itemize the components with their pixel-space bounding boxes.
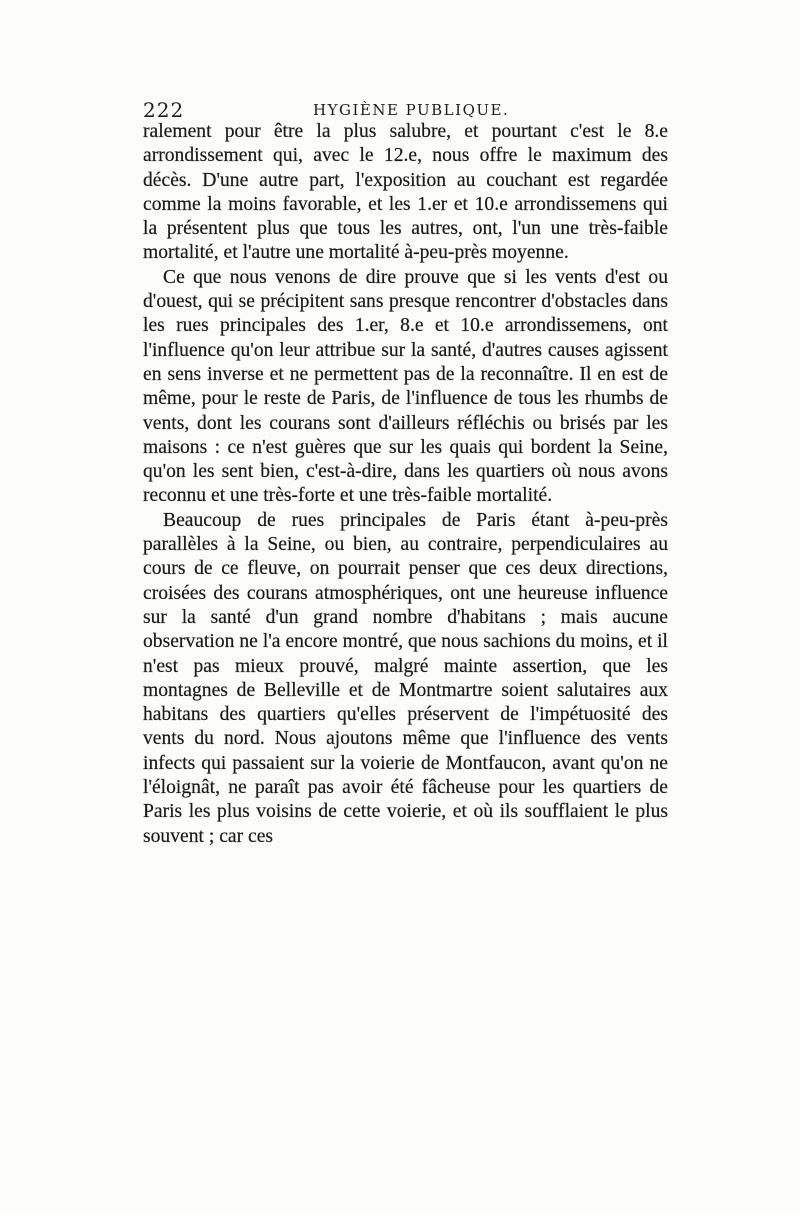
paragraph-continuation: ralement pour être la plus salubre, et pourtant c'est le 8.e arrondissement qui, avec le 12.e, nous offre le maximum des décès. D'une autre part, l'exposition au couchant est regardée comme la moins favorable, et les 1.er et 10.e arrondissemens qui la présentent plus que tous les autres, ont, l'un une très-faible mortalité, et l'autre une mortalité à-peu-près moyenne. xyxy=(143,121,668,264)
page-header xyxy=(143,98,668,122)
page-number: 222 xyxy=(143,98,185,122)
running-head: HYGIÈNE PUBLIQUE. xyxy=(313,101,510,119)
body-text xyxy=(143,120,668,849)
paragraph: Ce que nous venons de dire prouve que si les vents d'est ou d'ouest, qui se précipitent sans presque rencontrer d'obstacles dans les rues principales des 1.er, 8.e et 10.e arrondissemens, ont l'influence qu'on leur attribue sur la santé, d'autres causes agissent en sens inverse et ne permettent pas de la reconnaître. Il en est de même, pour le reste de Paris, de l'influence de tous les rhumbs de vents, dont les courans sont d'ailleurs réfléchis ou brisés par les maisons : ce n'est guères que sur les quais qui bordent la Seine, qu'on les sent bien, c'est-à-dire, dans les quartiers où nous avons reconnu et une très-forte et une très-faible mortalité. xyxy=(143,266,668,507)
paragraph: Beaucoup de rues principales de Paris étant à-peu-près parallèles à la Seine, ou bien, au contraire, perpendiculaires au cours de ce fleuve, on pourrait penser que ces deux directions, croisées des courans atmosphériques, ont une heureuse influence sur la santé d'un grand nombre d'habitans ; mais aucune observation ne l'a encore montré, que nous sachions du moins, et il n'est pas mieux prouvé, malgré mainte assertion, que les montagnes de Belleville et de Montmartre soient salutaires aux habitans des quartiers qu'elles préservent de l'impétuosité des vents du nord. Nous ajoutons même que l'influence des vents infects qui passaient sur la voierie de Montfaucon, avant qu'on ne l'éloignât, ne paraît pas avoir été fâcheuse pour les quartiers de Paris les plus voisins de cette voierie, et où ils soufflaient le plus souvent ; car ces xyxy=(143,509,668,847)
